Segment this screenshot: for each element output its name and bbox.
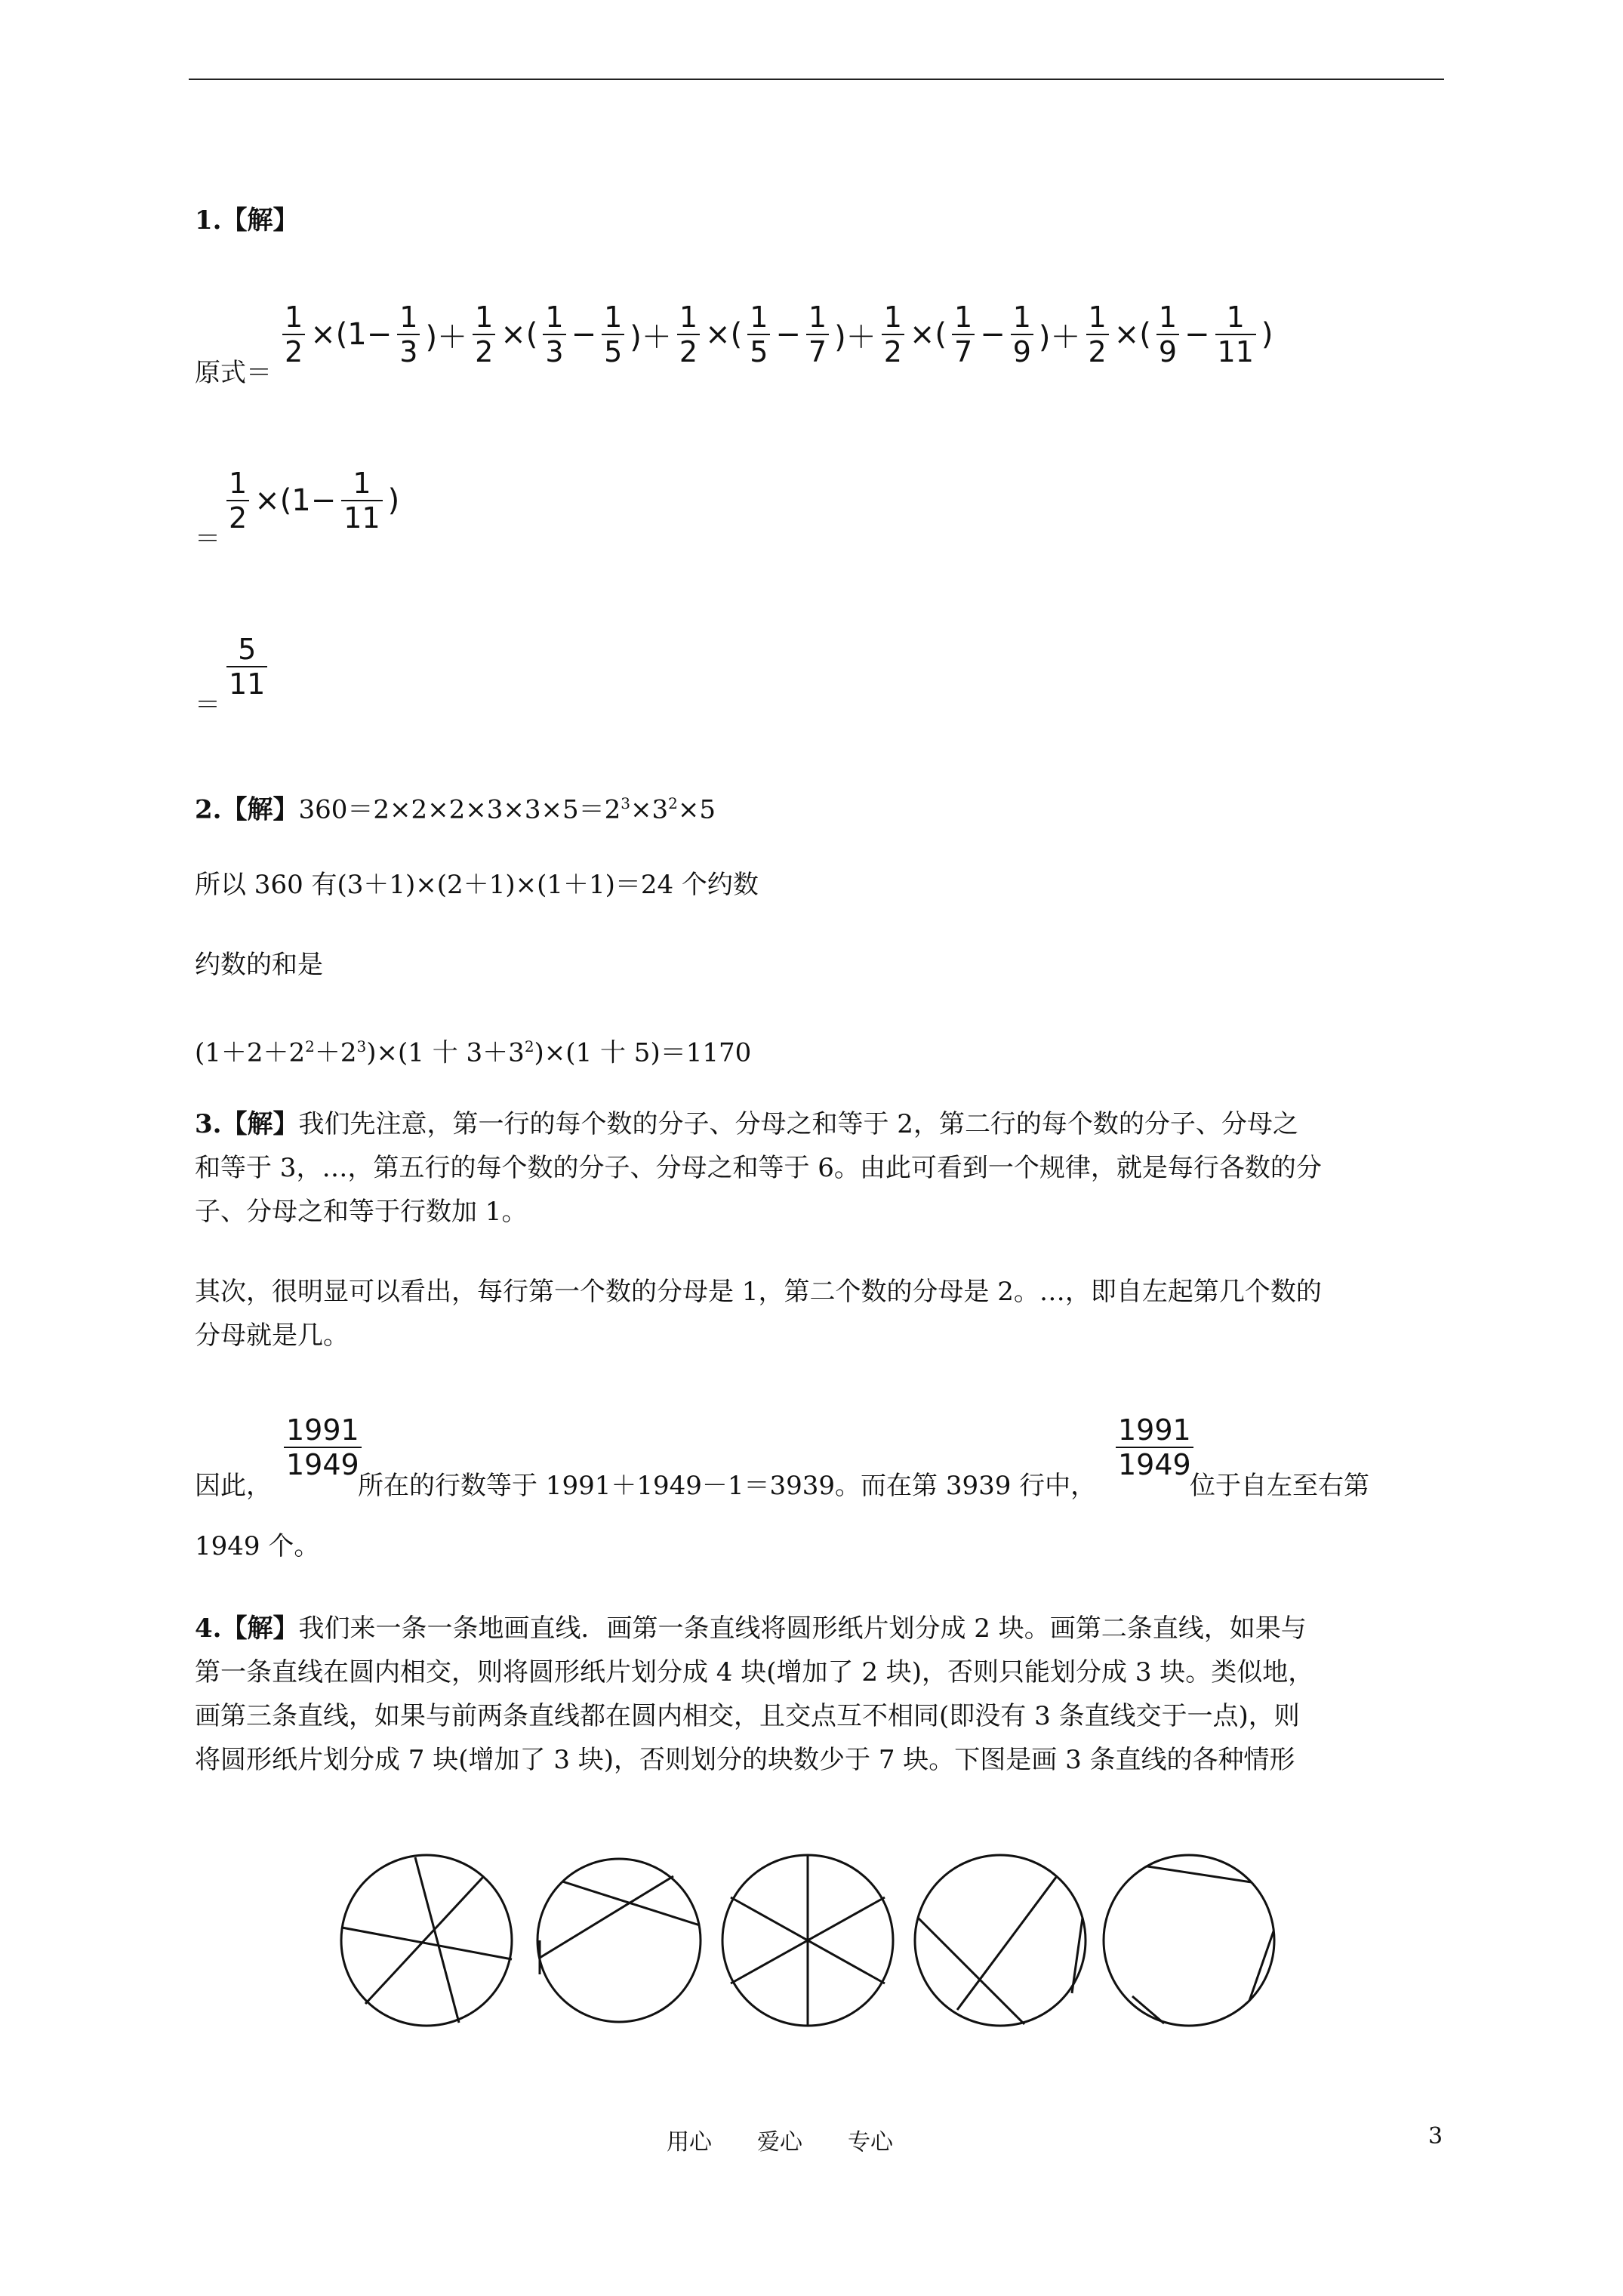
section-4-paragraph: 4.【解】我们来一条一条地画直线．画第一条直线将圆形纸片划分成 2 块。画第二条直线，如果与 第一条直线在圆内相交，则将圆形纸片划分成 4 块(增加了 2 块)，否则只能划分成 3 块。类似地， 画第三条直线，如果与前两条直线都在圆内相交，且交点互不相同(即没有 3 条直线交于一点)，则 将圆形纸片划分成 7 块(增加了 3 块)，否则划分的块数少于 7 块。下图是画 3 条直线的各种情形	[195, 1613, 1314, 1775]
section-3-line-3-end: 位于自左至右第	[1190, 1471, 1369, 1501]
section-3-paragraph-1: 3.【解】我们先注意，第一行的每个数的分子、分母之和等于 2，第二行的每个数的分子、分母之 和等于 3，…，第五行的每个数的分子、分母之和等于 6。由此可看到一个规律，就是每行各数的分 子、分母之和等于行数加 1。	[195, 1109, 1322, 1227]
section-2-line-3: 约数的和是	[195, 950, 323, 980]
section-1-heading: 1.【解】	[195, 205, 299, 236]
section-3-paragraph-2: 其次，很明显可以看出，每行第一个数的分母是 1，第二个数的分母是 2。…，即自左起第几个数的 分母就是几。	[195, 1277, 1322, 1351]
fraction: $\frac{1}{2}$	[226, 467, 249, 535]
fraction: $\frac{1}{11}$	[1215, 300, 1256, 368]
fraction: $\frac{1}{5}$	[747, 300, 770, 368]
fraction-1991-1949: $\frac{1991}{1949}$	[1113, 1413, 1196, 1481]
fraction: $\frac{1}{2}$	[677, 300, 700, 368]
section-2-line-1: 2.【解】$360=2\times 2\times 2\times 3\times 3\times 5=2^3\times 3^2\times 5$	[195, 794, 716, 825]
page-number: 3	[1428, 2123, 1443, 2150]
fraction: $\frac{1}{2}$	[1086, 300, 1109, 368]
fraction-1991-1949: $\frac{1991}{1949}$	[281, 1413, 365, 1481]
equals-sign: ＝	[195, 690, 220, 720]
section-3-line-4: 1949 个。	[195, 1531, 320, 1561]
section-3-line-3: 因此，	[195, 1471, 272, 1501]
section-2-line-2: 所以 360 有(3＋1)×(2＋1)×(1＋1)＝24 个约数	[195, 870, 759, 900]
fraction: $\frac{1}{7}$	[806, 300, 829, 368]
equation-line-3	[223, 633, 270, 701]
equation-line-1: $\frac{1}{2}$ ×(1− $\frac{1}{3}$ )＋ $\frac{1}{2}$ ×( $\frac{1}{3}$ − $\frac{1}{5}$ )＋ $\frac{1}{2}$ ×( $\frac{1}{5}$ − $\frac{1}{7}$ )＋ $\frac{1}{2}$ ×( $\frac{1}{7}$ − $\frac{1}{9}$ )＋ $\frac{1}{2}$ ×( $\frac{1}{9}$ − $\frac{1}{11}$ )	[279, 300, 1276, 368]
fraction: $\frac{5}{11}$	[226, 633, 267, 701]
equation-line-2: $\frac{1}{2}$ ×(1− $\frac{1}{11}$ )	[223, 467, 402, 535]
section-3-line-3-middle: 所在的行数等于 1991＋1949－1＝3939。而在第 3939 行中，	[358, 1471, 1097, 1501]
fraction: $\frac{1}{11}$	[341, 467, 382, 535]
fraction: $\frac{1}{9}$	[1011, 300, 1033, 368]
header-rule	[189, 79, 1444, 80]
section-2-line-4: $(1+2+2^2+2^3)\times(1$ 十 $3+3^2)\times(1$ 十 5)＝1170	[195, 1037, 752, 1068]
circle-diagram-2	[537, 1859, 701, 2022]
fraction: $\frac{1}{2}$	[473, 300, 495, 368]
fraction: $\frac{1}{3}$	[397, 300, 420, 368]
circle-line-diagrams	[332, 1842, 1306, 2046]
footer-text: 用心 爱心 专心	[667, 2129, 893, 2156]
circle-diagram-4	[915, 1855, 1086, 2026]
fraction: $\frac{1}{9}$	[1156, 300, 1179, 368]
circle-diagram-3	[722, 1855, 893, 2026]
fraction: $\frac{1}{5}$	[602, 300, 624, 368]
fraction: $\frac{1}{3}$	[543, 300, 565, 368]
fraction: $\frac{1}{2}$	[882, 300, 904, 368]
section-1-label: 原式＝	[195, 358, 272, 388]
equals-sign: ＝	[195, 524, 220, 554]
fraction: $\frac{1}{7}$	[952, 300, 975, 368]
circle-diagram-1	[341, 1855, 512, 2026]
circle-diagram-5	[1104, 1855, 1274, 2026]
fraction: $\frac{1}{2}$	[282, 300, 305, 368]
